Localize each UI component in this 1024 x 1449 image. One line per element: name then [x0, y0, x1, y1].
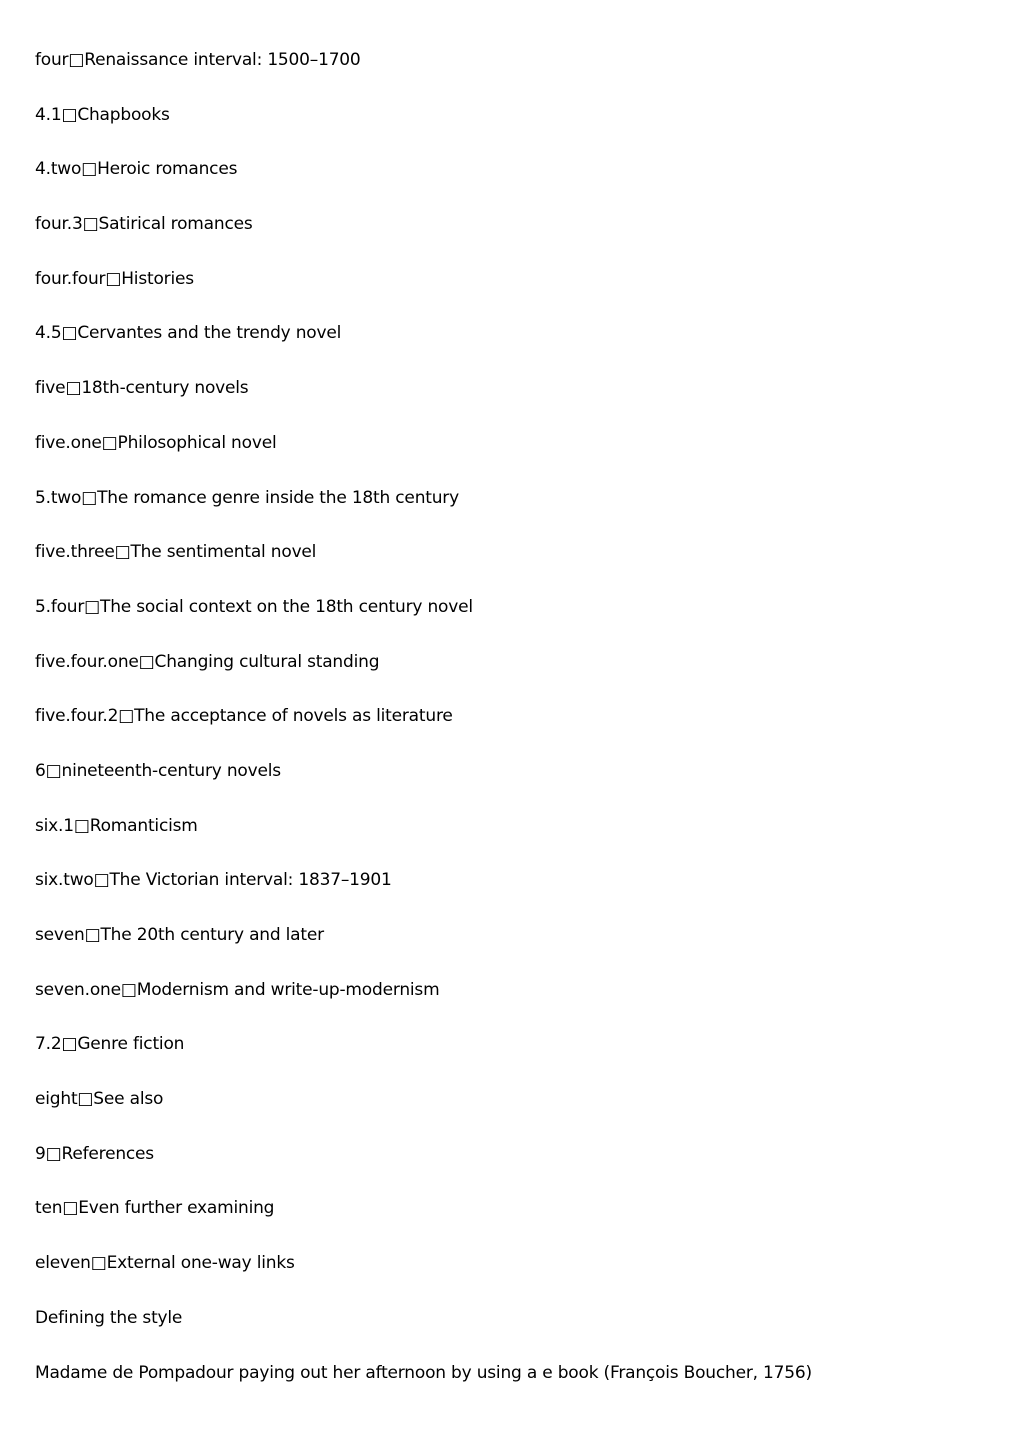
toc-item[interactable] — [35, 1142, 995, 1166]
toc-number: 7.2 — [35, 1034, 62, 1055]
toc-title: Changing cultural standing — [154, 651, 380, 672]
toc-item[interactable] — [35, 759, 995, 783]
toc-title: External one-way links — [106, 1253, 295, 1274]
separator-glyph: □ — [118, 706, 135, 727]
toc-item[interactable] — [35, 595, 995, 619]
toc-number: seven — [35, 925, 85, 945]
toc-title: Heroic romances — [97, 159, 238, 180]
separator-glyph: □ — [114, 542, 131, 563]
toc-number: five.four.one — [35, 651, 139, 672]
image-caption: Madame de Pompadour paying out her afternoon by using a e book (François Boucher, 1756) — [35, 1362, 812, 1383]
separator-glyph: □ — [81, 487, 98, 508]
toc-number: five — [35, 378, 66, 399]
separator-glyph: □ — [73, 815, 90, 836]
toc-item[interactable] — [35, 321, 995, 345]
toc-title: The 20th century and later — [100, 925, 324, 945]
toc-number: 9 — [35, 1143, 46, 1164]
toc-number: four — [35, 50, 69, 70]
toc-number: 4.5 — [35, 323, 62, 344]
toc-number: seven.one — [35, 979, 121, 1000]
toc-item[interactable] — [35, 1196, 995, 1220]
toc-title: Philosophical novel — [117, 432, 277, 453]
toc-number: ten — [35, 1198, 63, 1219]
toc-item[interactable] — [35, 376, 995, 400]
toc-title: References — [61, 1143, 154, 1164]
separator-glyph: □ — [61, 104, 78, 125]
separator-glyph: □ — [84, 596, 101, 617]
separator-glyph: □ — [90, 1253, 107, 1274]
toc-title: Chapbooks — [77, 104, 170, 125]
separator-glyph: □ — [45, 1143, 62, 1164]
document-page — [35, 48, 995, 1415]
separator-glyph: □ — [82, 214, 99, 235]
toc-item[interactable] — [35, 650, 995, 674]
separator-glyph: □ — [105, 268, 122, 289]
toc-number: 4.two — [35, 159, 82, 180]
toc-item[interactable] — [35, 1087, 995, 1111]
toc-title: The Victorian interval: 1837–1901 — [109, 870, 392, 891]
toc-number: four.3 — [35, 214, 83, 235]
separator-glyph: □ — [61, 1034, 78, 1055]
toc-number: eight — [35, 1089, 78, 1110]
toc-title: The romance genre inside the 18th century — [97, 487, 459, 508]
toc-title: The sentimental novel — [130, 542, 317, 563]
toc-item[interactable] — [35, 486, 995, 510]
toc-number: four.four — [35, 268, 106, 289]
separator-glyph: □ — [77, 1089, 94, 1110]
toc-item[interactable] — [35, 978, 995, 1002]
toc-title: Satirical romances — [98, 214, 253, 235]
toc-item[interactable] — [35, 814, 995, 838]
toc-title: Renaissance interval: 1500–1700 — [84, 50, 361, 70]
toc-item[interactable] — [35, 212, 995, 236]
toc-item[interactable] — [35, 431, 995, 455]
toc-item[interactable] — [35, 157, 995, 181]
toc-item[interactable] — [35, 48, 995, 72]
toc-number: six.two — [35, 870, 94, 891]
toc-number: five.four.2 — [35, 706, 119, 727]
toc-title: The acceptance of novels as literature — [134, 706, 453, 727]
toc-number: six.1 — [35, 815, 74, 836]
toc-item[interactable] — [35, 704, 995, 728]
separator-glyph: □ — [62, 1198, 79, 1219]
toc-item[interactable] — [35, 923, 995, 947]
toc-title: nineteenth-century novels — [61, 760, 281, 781]
separator-glyph: □ — [84, 925, 101, 945]
toc-number: eleven — [35, 1253, 91, 1274]
toc-item[interactable] — [35, 1251, 995, 1275]
toc-title: Histories — [121, 268, 194, 289]
separator-glyph: □ — [81, 159, 98, 180]
section-heading: Defining the style — [35, 1307, 183, 1328]
separator-glyph: □ — [61, 323, 78, 344]
toc-title: Genre fiction — [77, 1034, 185, 1055]
toc-number: five.three — [35, 542, 115, 563]
toc-number: 4.1 — [35, 104, 62, 125]
separator-glyph: □ — [101, 432, 118, 453]
separator-glyph: □ — [120, 979, 137, 1000]
separator-glyph: □ — [65, 378, 82, 399]
toc-title: Modernism and write-up-modernism — [136, 979, 440, 1000]
toc-title: Romanticism — [89, 815, 198, 836]
toc-item[interactable] — [35, 103, 995, 127]
separator-glyph: □ — [45, 760, 62, 781]
toc-number: 5.four — [35, 596, 85, 617]
separator-glyph: □ — [68, 50, 85, 70]
toc-title: Even further examining — [78, 1198, 275, 1219]
toc-number: five.one — [35, 432, 102, 453]
toc-title: The social context on the 18th century novel — [100, 596, 473, 617]
separator-glyph: □ — [138, 651, 155, 672]
toc-item[interactable] — [35, 1032, 995, 1056]
toc-title: Cervantes and the trendy novel — [77, 323, 342, 344]
separator-glyph: □ — [93, 870, 110, 891]
toc-item[interactable] — [35, 540, 995, 564]
toc-item[interactable] — [35, 267, 995, 291]
toc-item[interactable] — [35, 868, 995, 892]
toc-title: 18th-century novels — [81, 378, 249, 399]
toc-number: 6 — [35, 760, 46, 781]
toc-number: 5.two — [35, 487, 82, 508]
toc-title: See also — [93, 1089, 164, 1110]
